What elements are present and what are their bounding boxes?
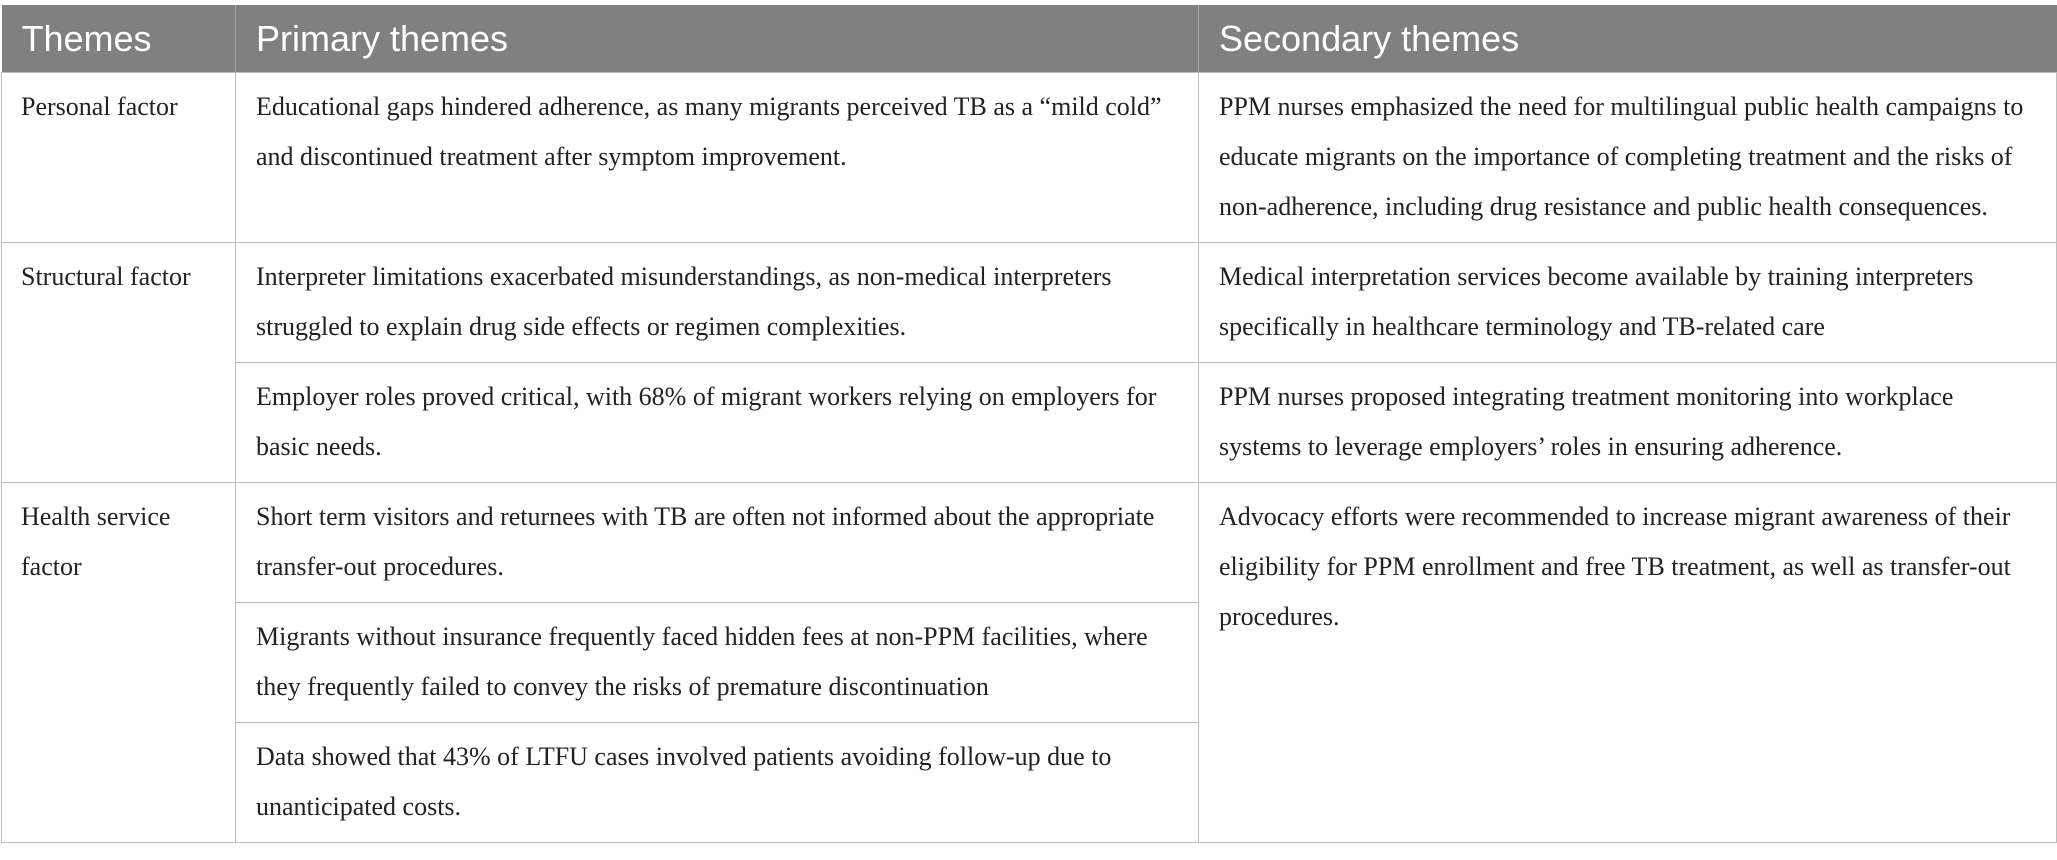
primary-theme-cell: Educational gaps hindered adherence, as many migrants perceived TB as a “mild cold” and discontinued treatment after symptom improvement.: [236, 73, 1199, 243]
secondary-theme-cell: PPM nurses proposed integrating treatment monitoring into workplace systems to leverage employers’ roles in ensuring adherence.: [1199, 363, 2057, 483]
theme-cell: Health service factor: [2, 483, 236, 843]
table-row: [2, 73, 2057, 243]
header-themes: Themes: [2, 5, 236, 73]
primary-theme-cell: Migrants without insurance frequently faced hidden fees at non-PPM facilities, where they frequently failed to convey the risks of premature discontinuation: [236, 603, 1199, 723]
themes-table: [1, 5, 2057, 843]
secondary-theme-cell: Advocacy efforts were recommended to increase migrant awareness of their eligibility for PPM enrollment and free TB treatment, as well as transfer-out procedures.: [1199, 483, 2057, 843]
table-row: [2, 243, 2057, 363]
primary-theme-cell: Data showed that 43% of LTFU cases involved patients avoiding follow-up due to unanticipated costs.: [236, 723, 1199, 843]
header-row: [2, 5, 2057, 73]
primary-theme-cell: Employer roles proved critical, with 68% of migrant workers relying on employers for basic needs.: [236, 363, 1199, 483]
header-secondary-themes: Secondary themes: [1199, 5, 2057, 73]
primary-theme-cell: Interpreter limitations exacerbated misunderstandings, as non-medical interpreters struggled to explain drug side effects or regimen complexities.: [236, 243, 1199, 363]
header-primary-themes: Primary themes: [236, 5, 1199, 73]
secondary-theme-cell: Medical interpretation services become available by training interpreters specifically in healthcare terminology and TB-related care: [1199, 243, 2057, 363]
table-row: [2, 483, 2057, 603]
table-body: [2, 73, 2057, 843]
secondary-theme-cell: PPM nurses emphasized the need for multilingual public health campaigns to educate migrants on the importance of completing treatment and the risks of non-adherence, including drug resistance and public health consequences.: [1199, 73, 2057, 243]
table-row: [2, 363, 2057, 483]
theme-cell: Structural factor: [2, 243, 236, 483]
table-header: [2, 5, 2057, 73]
theme-cell: Personal factor: [2, 73, 236, 243]
primary-theme-cell: Short term visitors and returnees with TB are often not informed about the appropriate transfer-out procedures.: [236, 483, 1199, 603]
